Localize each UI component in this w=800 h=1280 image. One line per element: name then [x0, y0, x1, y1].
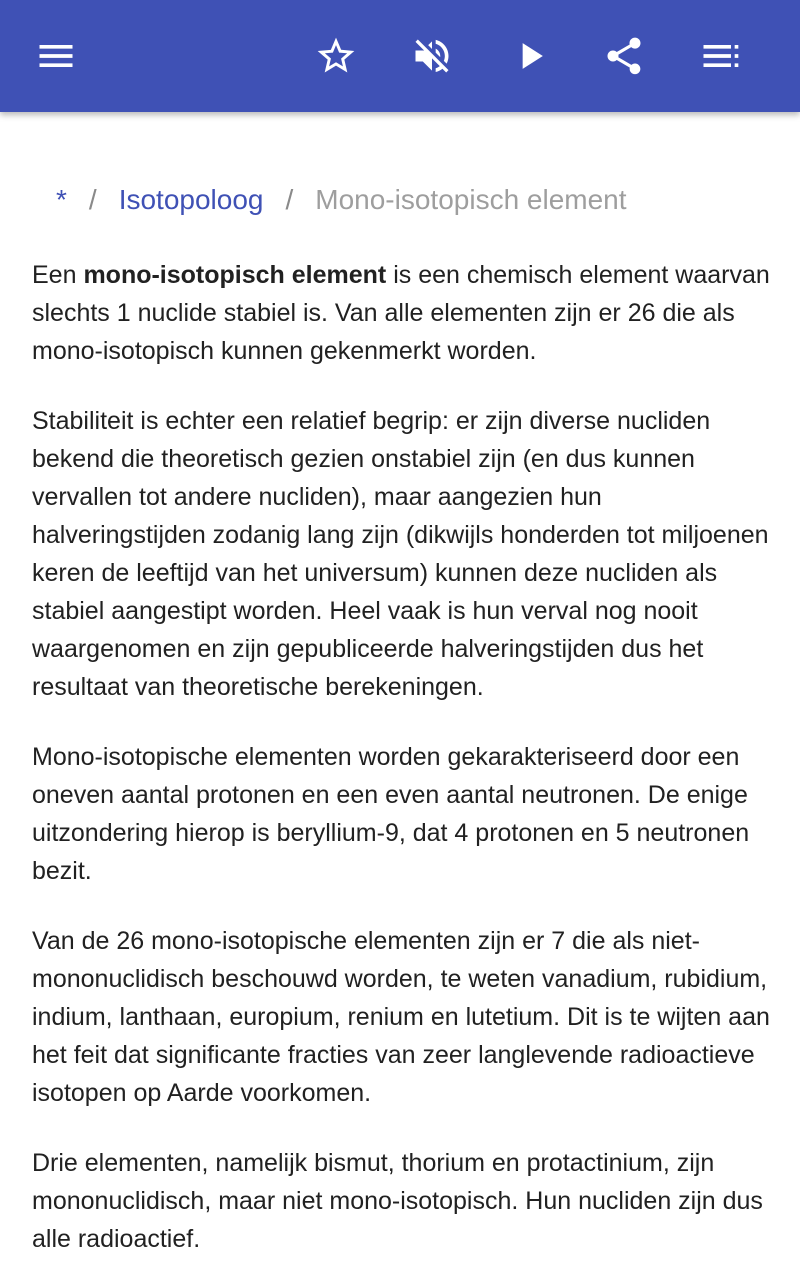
article-paragraph-5: Drie elementen, namelijk bismut, thorium en protactinium, zijn mononuclidisch, maar niet mono-isotopisch. Hun nucliden zijn dus alle radioactief. — [32, 1149, 763, 1253]
star-outline-icon — [314, 34, 358, 78]
article-paragraph-2: Stabiliteit is echter een relatief begrip: er zijn diverse nucliden bekend die theoretisch gezien onstabiel zijn (en dus kunnen vervallen tot andere nucliden), maar aangezien hun halveringstijden zodanig lang zijn (dikwijls honderden tot miljoenen keren de leeftijd van het universum) kunnen deze nucliden als stabiel aangestipt worden. Heel vaak is hun verval nog nooit waargenomen en zijn gepubliceerde halveringstijden dus het resultaat van theoretische berekeningen. — [32, 407, 769, 701]
paragraph-text: is een chemisch element waarvan slechts 1 nuclide stabiel is. Van alle elementen zijn er 26 die als mono-isotopisch kunnen gekenmerkt worden. — [32, 261, 770, 365]
breadcrumb-root-link[interactable]: * — [56, 184, 67, 215]
article-paragraph-4: Van de 26 mono-isotopische elementen zijn er 7 die als niet-mononuclidisch beschouwd worden, te weten vanadium, rubidium, indium, lanthaan, europium, renium en lutetium. Dit is te wijten aan het feit dat significante fracties van zeer langlevende radioactieve isotopen op Aarde voorkomen. — [32, 927, 770, 1107]
more-button[interactable] — [688, 24, 752, 88]
app-bar — [0, 0, 800, 112]
share-button[interactable] — [592, 24, 656, 88]
article-body — [32, 256, 772, 1280]
breadcrumb-parent-link[interactable]: Isotopoloog — [118, 184, 264, 215]
breadcrumb-separator: / — [285, 184, 294, 215]
breadcrumb-separator: / — [88, 184, 97, 215]
menu-button[interactable] — [24, 24, 88, 88]
mute-button[interactable] — [400, 24, 464, 88]
play-icon — [508, 34, 552, 78]
bold-term: mono-isotopisch element — [83, 261, 387, 289]
list-menu-icon — [698, 34, 742, 78]
volume-off-icon — [410, 34, 454, 78]
breadcrumb-current: Mono-isotopisch element — [315, 184, 627, 215]
article-paragraph-3: Mono-isotopische elementen worden gekarakteriseerd door een oneven aantal protonen en een even aantal neutronen. De enige uitzondering hierop is beryllium-9, dat 4 protonen en 5 neutronen bezit. — [32, 743, 750, 885]
article-paragraph-1 — [32, 256, 772, 370]
share-icon — [602, 34, 646, 78]
bookmark-button[interactable] — [304, 24, 368, 88]
paragraph-text: Een — [32, 261, 84, 289]
menu-icon — [34, 34, 78, 78]
play-button[interactable] — [498, 24, 562, 88]
content-area[interactable] — [0, 112, 800, 1280]
breadcrumb — [56, 182, 627, 218]
